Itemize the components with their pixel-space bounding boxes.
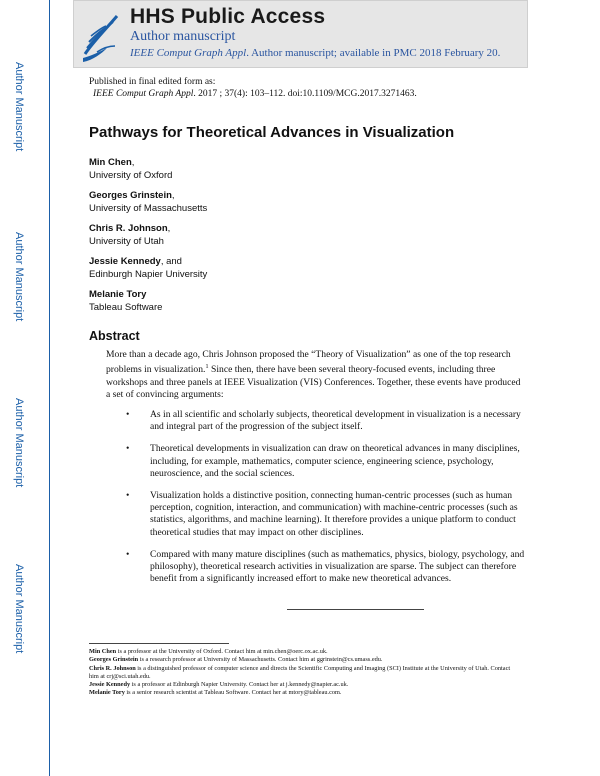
author-name: Jessie Kennedy [89, 256, 161, 267]
author-entry [89, 255, 207, 281]
author-name: Chris R. Johnson [89, 223, 168, 234]
abstract-intro [106, 349, 524, 401]
author-entry [89, 288, 207, 314]
footnote [89, 665, 519, 682]
publication-info [89, 76, 417, 100]
author-entry [89, 189, 207, 215]
author-footnotes [89, 648, 519, 698]
header-citation-rest: . Author manuscript; available in PMC 2018 February 20. [246, 47, 501, 59]
author-affiliation: Tableau Software [89, 302, 163, 313]
footnote-text: is a senior research scientist at Tableau Software. Contact her at mtory@tableau.com. [124, 689, 342, 697]
footnote [89, 648, 519, 656]
published-citation [89, 88, 417, 100]
bullet-icon: • [126, 409, 130, 420]
footnote [89, 681, 519, 689]
author-name: Melanie Tory [89, 289, 147, 300]
argument-text: As in all scientific and scholarly subjects, theoretical development in visualization is a necessary and integral part of the progression of the subject itself. [150, 409, 521, 433]
author-suffix: , [131, 157, 135, 168]
argument-item [106, 443, 526, 480]
author-manuscript-label: Author manuscript [130, 29, 236, 44]
hhs-title: HHS Public Access [130, 5, 326, 28]
footnote-name: Chris R. Johnson [89, 664, 136, 672]
published-line: Published in final edited form as: [89, 77, 216, 87]
margin-rule [49, 0, 50, 776]
bullet-icon: • [126, 548, 130, 560]
author-entry [89, 156, 207, 182]
footnote-name: Georges Grinstein [89, 656, 139, 664]
paper-title: Pathways for Theoretical Advances in Visualization [89, 124, 455, 141]
footnote-rule [89, 643, 229, 644]
footnote [89, 656, 519, 664]
bullet-icon: • [126, 443, 130, 455]
published-details: . 2017 ; 37(4): 103–112. doi:10.1109/MCG.2017.3271463. [193, 89, 417, 99]
author-suffix: , and [160, 256, 182, 267]
author-affiliation: Edinburgh Napier University [89, 269, 208, 280]
argument-item [106, 409, 526, 433]
header-journal: IEEE Comput Graph Appl [130, 47, 247, 59]
side-label-4: Author Manuscript [13, 564, 25, 654]
footnote-ref: 1 [205, 363, 209, 371]
footnote-name: Melanie Tory [89, 689, 125, 697]
author-affiliation: University of Massachusetts [89, 203, 208, 214]
side-label-3: Author Manuscript [13, 398, 25, 488]
footnote-name: Jessie Kennedy [89, 681, 131, 689]
footnote-text: is a distinguished professor of computer science and directs the Scientific Computing and Imaging (SCI) Institute at the University of Utah. Contact him at crj@sci.utah.edu. [89, 664, 511, 680]
author-name: Georges Grinstein [89, 190, 172, 201]
argument-text: Compared with many mature disciplines (such as mathematics, physics, biology, psychology, and philosophy), theoretical research activities in visualization are sparse. The subject can therefore benefit from a significantly increased effort to make new theoretical advances. [150, 548, 525, 585]
argument-list [106, 409, 526, 595]
argument-item [106, 490, 526, 539]
author-suffix: , [171, 190, 175, 201]
abstract-heading: Abstract [89, 329, 140, 343]
hhs-eagle-logo-icon [77, 8, 123, 64]
footnote-name: Min Chen [89, 648, 117, 655]
author-entry [89, 222, 207, 248]
author-list [89, 156, 207, 321]
argument-text: Theoretical developments in visualization can draw on theoretical advances in many disciplines, including, for example, mathematics, computer science, engineering science, psychology, neuroscience, and the social sciences. [150, 443, 520, 479]
hhs-header [73, 0, 528, 68]
argument-text: Visualization holds a distinctive position, connecting human-centric processes (such as human perception, cognition, interaction, and communication) with machine-centric processes (such as statistics, algorithms, and machine learning). It therefore provides a unique platform to conduct theoretical studies that may impact on other disciplines. [150, 490, 518, 538]
author-affiliation: University of Utah [89, 236, 164, 247]
abstract-intro-text: More than a decade ago, Chris Johnson proposed the “Theory of Visualization” as one of the top research problems in visualization. [106, 349, 511, 376]
author-name: Min Chen [89, 157, 132, 168]
author-suffix: , [167, 223, 171, 234]
footnote-text: is a professor at the University of Oxford. Contact him at min.chen@oerc.ox.ac.uk. [116, 648, 328, 655]
bullet-icon: • [126, 490, 130, 502]
side-label-2: Author Manuscript [13, 232, 25, 322]
author-affiliation: University of Oxford [89, 170, 173, 181]
abstract-intro-text-cont: Since then, there have been several theory-focused events, including three workshops and three panels at IEEE Visualization (VIS) Conferences. Together, these events have produced a set of convincing arguments: [106, 364, 521, 400]
footnote-text: is a professor at Edinburgh Napier University. Contact her at j.kennedy@napier.ac.uk. [130, 681, 349, 689]
footnote-text: is a research professor at University of Massachusetts. Contact him at ggrinstein@cs.umass.edu. [138, 656, 383, 664]
abstract-end-rule [287, 609, 424, 610]
header-citation [130, 47, 500, 59]
footnote [89, 689, 519, 697]
argument-item [106, 549, 526, 586]
published-journal: IEEE Comput Graph Appl [93, 89, 194, 99]
side-label-1: Author Manuscript [13, 62, 25, 152]
